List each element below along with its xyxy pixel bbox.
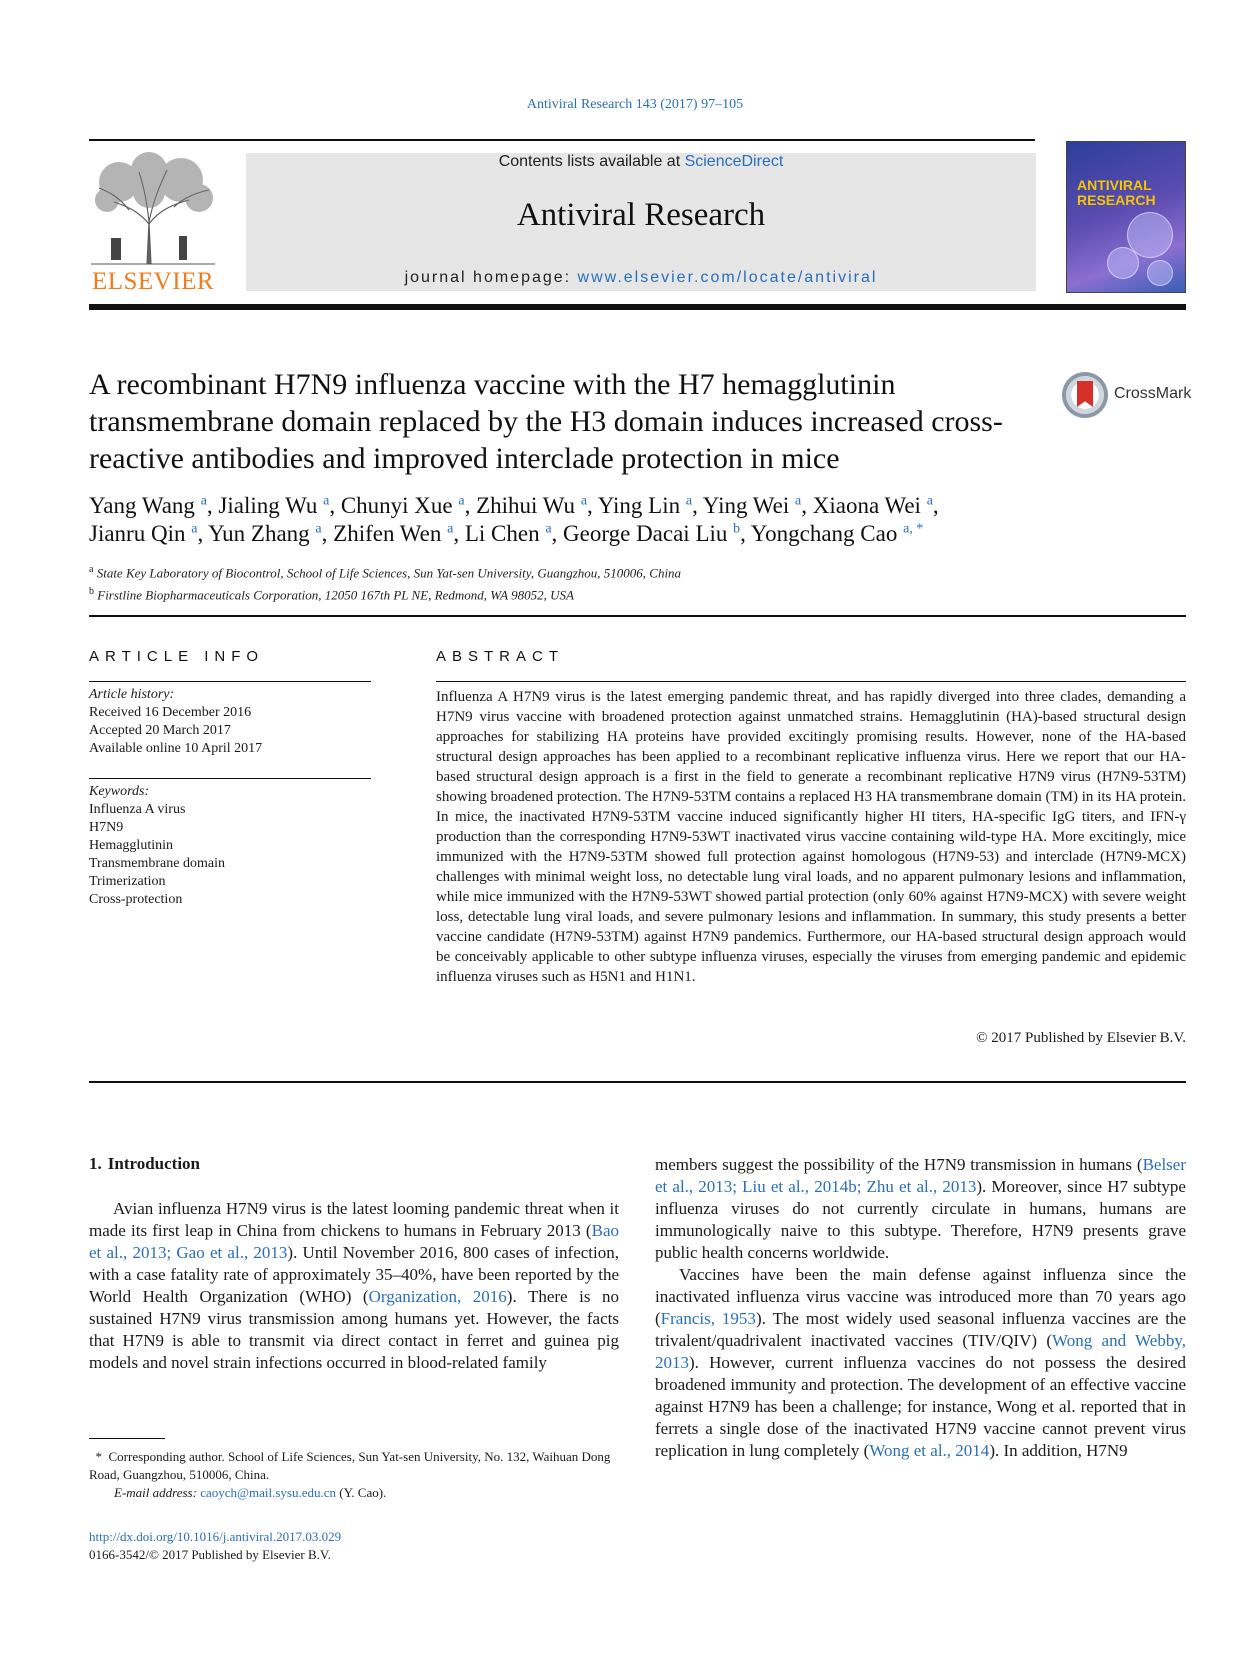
author-name: Yang Wang [89, 493, 201, 518]
section-rule [89, 615, 1186, 617]
footnote-text: Corresponding author. School of Life Sciences, Sun Yat-sen University, No. 132, Waihuan Dong Road, Guangzhou, 510006, China. [89, 1449, 611, 1482]
author-affiliation-mark[interactable]: a [323, 493, 330, 509]
author-affiliation-mark[interactable]: a [315, 521, 322, 537]
history-label: Article history: [89, 687, 175, 702]
keyword-item: Trimerization [89, 874, 166, 889]
cover-bubble-icon [1107, 247, 1139, 279]
sciencedirect-link[interactable]: ScienceDirect [684, 153, 784, 170]
journal-banner [246, 153, 1036, 291]
abstract-rule [436, 681, 1186, 682]
article-info-heading: ARTICLE INFO [89, 648, 265, 665]
corresponding-author [89, 1448, 619, 1484]
abstract-text: Influenza A H7N9 virus is the latest emerging pandemic threat, and has rapidly diverged into three clades, demanding a H7N9 virus vaccine with broadened protection against unmatched strains. Hemagglutinin (HA)-based structural design approaches for stabilizing HA proteins have provided excitingly promising results. However, none of the HA-based structural design approaches has been applied to a recombinant replicative influenza virus. Here we report that our HA-based structural design approach is a first in the field to generate a recombinant replicative H7N9 virus (H7N9-53TM) showing broadened protection. The H7N9-53TM contains a replaced H3 HA transmembrane domain (TM) in its HA protein. In mice, the inactivated H7N9-53TM vaccine induced significantly higher HI titers, HA-specific IgG titers, and IFN-γ production than the corresponding H7N9-53WT inactivated virus vaccine containing wild-type HA. More excitingly, mice immunized with the H7N9-53TM showed full protection against homologous (H7N9-53) and interclade (H7N9-MCX) challenges with minimal weight loss, no detectable lung viral loads, and no apparent pulmonary lesions and inflammation, while mice immunized with the H7N9-53WT showed partial protection (only 60% against H7N9-MCX) with severe weight loss, detectable lung viral loads, and severe pulmonary lesions and inflammation. In summary, this study presents a better vaccine candidate (H7N9-53TM) against H7N9 pandemics. Furthermore, our HA-based structural design approach would be conceivably applicable to other subtype influenza viruses, especially the viruses from emerging pandemic and epidemic influenza viruses such as H5N1 and H1N1. [436, 689, 1186, 985]
abstract-copyright: © 2017 Published by Elsevier B.V. [976, 1030, 1186, 1046]
footnote-star: * [95, 1449, 102, 1464]
journal-citation[interactable]: Antiviral Research 143 (2017) 97–105 [526, 97, 744, 112]
author-name: George Dacai Liu [563, 521, 734, 546]
author-name: Zhihui Wu [476, 493, 581, 518]
author-name: Chunyi Xue [340, 493, 459, 518]
crossmark-button[interactable] [1062, 372, 1202, 420]
history-received: Received 16 December 2016 [89, 705, 252, 720]
author-affiliation-mark[interactable]: a [795, 493, 802, 509]
author-name: Ying Wei [702, 493, 796, 518]
cover-title-line2: RESEARCH [1077, 192, 1156, 208]
abstract-heading: ABSTRACT [436, 648, 565, 665]
reference-link[interactable]: Organization, 2016 [368, 1287, 507, 1306]
corresponding-footnote [89, 1448, 619, 1502]
header-bottom-rule [89, 304, 1186, 310]
keyword-item: Influenza A virus [89, 802, 186, 817]
author-name: Zhifen Wen [333, 521, 448, 546]
article-title: A recombinant H7N9 influenza vaccine with the H7 hemagglutinin transmembrane domain replaced by the H3 domain induces increased cross-reactive antibodies and improved interclade protection in mice [89, 368, 1003, 475]
crossmark-label: CrossMark [1114, 385, 1192, 402]
reference-link[interactable]: Francis, 1953 [660, 1309, 756, 1328]
article-history [89, 686, 371, 758]
affiliation-b: $^b$ Firstline Biopharmaceuticals Corporation, 12050 167th PL NE, Redmond, WA 98052, USA [89, 586, 574, 603]
author-name: Xiaona Wei [812, 493, 927, 518]
intro-heading [89, 1154, 200, 1174]
author-name: Yun Zhang [208, 521, 316, 546]
author-affiliation-mark[interactable]: a [926, 493, 933, 509]
email-link[interactable]: caoych@mail.sysu.edu.cn [200, 1485, 336, 1500]
cover-title [1077, 178, 1156, 208]
issn-line: 0166-3542/© 2017 Published by Elsevier B.V. [89, 1547, 331, 1562]
reference-link[interactable]: Belser et al., 2013; Liu et al., 2014b; Zhu et al., 2013 [655, 1155, 1186, 1196]
author-affiliation-mark[interactable]: a [191, 521, 198, 537]
header-top-rule [89, 139, 1035, 141]
abstract-bottom-rule [89, 1081, 1186, 1083]
footnote-rule [89, 1438, 165, 1439]
keywords [89, 783, 371, 909]
reference-link[interactable]: Bao et al., 2013; Gao et al., 2013 [89, 1221, 619, 1262]
author-affiliation-mark[interactable]: a [447, 521, 454, 537]
history-online: Available online 10 April 2017 [89, 741, 263, 756]
keywords-label: Keywords: [89, 784, 150, 799]
author-affiliation-mark[interactable]: a [545, 521, 552, 537]
author-affiliation-mark[interactable]: a, * [903, 521, 924, 537]
author-name: Jianru Qin [89, 521, 192, 546]
affiliations [89, 560, 1089, 605]
email-label: E-mail address: [114, 1485, 197, 1500]
author-name: Li Chen [464, 521, 546, 546]
keyword-item: Transmembrane domain [89, 856, 225, 871]
body-column-left [89, 1198, 619, 1374]
intro-title: Introduction [107, 1154, 201, 1173]
author-affiliation-mark[interactable]: a [580, 493, 588, 509]
affiliation-a: $^a$ State Key Laboratory of Biocontrol, School of Life Sciences, Sun Yat-sen University, Guangzhou, 510006, China [89, 564, 682, 581]
footnote-email-line [89, 1484, 619, 1502]
reference-link[interactable]: Wong et al., 2014 [869, 1441, 990, 1460]
intro-paragraph-2: Vaccines have been the main defense against influenza since the inactivated influenza virus vaccine was introduced more than 70 years ago (Francis, 1953). The most widely used seasonal influenza vaccines are the trivalent/quadrivalent inactivated vaccines (TIV/QIV) (Wong and Webby, 2013). However, current influenza vaccines do not possess the desired broadened immunity and protection. The development of an effective vaccine against H7N9 has been a challenge; for instance, Wong et al. reported that in ferrets a single dose of the inactivated H7N9 vaccine cannot prevent virus replication in lung completely (Wong et al., 2014). In addition, H7N9 [655, 1265, 1187, 1460]
crossmark-icon [1062, 372, 1108, 418]
cover-title-line1: ANTIVIRAL [1077, 177, 1152, 193]
intro-paragraph-1: Avian influenza H7N9 virus is the latest looming pandemic threat when it made its first leap in China from chickens to humans in February 2013 (Bao et al., 2013; Gao et al., 2013). Until November 2016, 800 cases of infection, with a case fatality rate of approximately 35–40%, have been reported by the World Health Organization (WHO) (Organization, 2016). There is no sustained H7N9 virus transmission among humans yet. However, the facts that H7N9 is able to transmit via direct contact in ferret and guinea pig models and novel strain infections occurred in blood-related family [89, 1199, 619, 1372]
keyword-item: Cross-protection [89, 892, 183, 907]
keyword-item: Hemagglutinin [89, 838, 173, 853]
reference-link[interactable]: Wong and Webby, 2013 [655, 1331, 1186, 1372]
contents-line [246, 153, 1036, 171]
author-affiliation-mark[interactable]: b [733, 521, 741, 537]
doi-link[interactable]: http://dx.doi.org/10.1016/j.antiviral.2017.03.029 [89, 1529, 342, 1544]
contents-prefix: Contents lists available at [498, 153, 685, 170]
cover-bubble-icon [1147, 260, 1173, 286]
homepage-prefix: journal homepage: [404, 269, 578, 286]
author-affiliation-mark[interactable]: a [685, 493, 693, 509]
author-affiliation-mark[interactable]: a [200, 493, 207, 509]
keywords-rule [89, 778, 371, 779]
author-name: Yongchang Cao [750, 521, 904, 546]
elsevier-wordmark: ELSEVIER [91, 268, 215, 295]
doi-block [89, 1528, 341, 1564]
keyword-item: H7N9 [89, 820, 124, 835]
author-affiliation-mark[interactable]: a [458, 493, 465, 509]
article-info-rule [89, 681, 371, 682]
homepage-line [246, 269, 1036, 287]
body-column-right [655, 1154, 1186, 1462]
intro-paragraph-1-continued: members suggest the possibility of the H7N9 transmission in humans (Belser et al., 2013; Liu et al., 2014b; Zhu et al., 2013). Moreover, since H7 subtype influenza viruses do not currently circulate in humans, humans are immunologically naive to this subtype. Therefore, H7N9 presents grave public health concerns worldwide. [655, 1155, 1186, 1262]
homepage-link[interactable]: www.elsevier.com/locate/antiviral [577, 269, 878, 286]
email-suffix: (Y. Cao). [339, 1485, 387, 1500]
tree-logo-icon [89, 152, 217, 268]
journal-name: Antiviral Research [516, 197, 766, 233]
author-name: Ying Lin [597, 493, 686, 518]
elsevier-logo[interactable] [89, 152, 217, 294]
journal-cover[interactable] [1066, 141, 1186, 293]
author-name: Jialing Wu [218, 493, 324, 518]
history-accepted: Accepted 20 March 2017 [89, 723, 231, 738]
intro-number: 1. [89, 1154, 102, 1173]
author-list: Yang Wang $^a$, Jialing Wu $^a$, Chunyi Xue $^a$, Zhihui Wu $^a$, Ying Lin $^a$, Ying Wei $^a$, Xiaona Wei $^a$, Jianru Qin $^a$, Yun Zhang $^a$, Zhifen Wen $^a$, Li Chen $^a$, George Dacai Liu $^b$, Yongchang Cao $^{a, *}$ [89, 493, 939, 546]
